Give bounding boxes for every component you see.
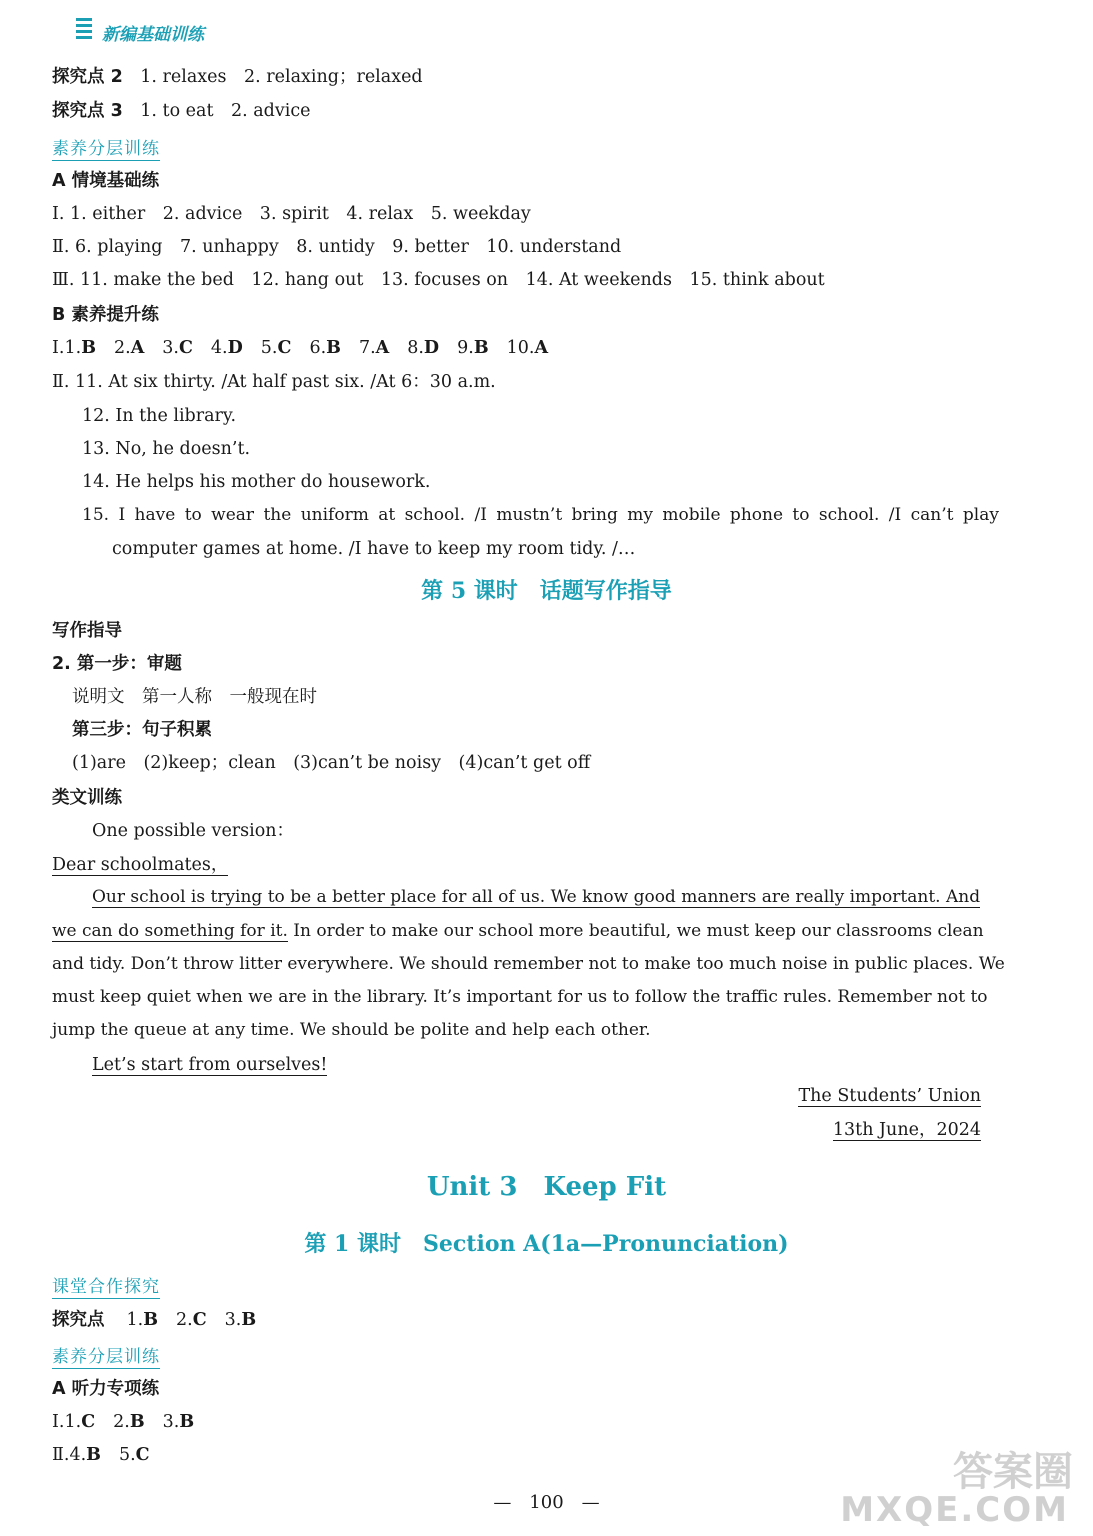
answer-letter: C [277,338,292,358]
answer-number: 5. [260,338,278,358]
answer-number: 3. [162,1412,180,1432]
answer-letter: D [423,338,440,358]
essay-line-3: and tidy. Don’t throw litter everywhere. We should remember not to make too much noise in public places. We [52,954,1005,974]
point2-row [52,66,423,88]
listening-row-2 [52,1444,150,1466]
essay-line-2-rest: In order to make our school more beautiful, we must keep our classrooms clean [287,921,984,941]
header-logo-icon [76,18,92,44]
answer-number: 10. [506,338,535,358]
essay-line-2 [52,920,984,942]
coop-label: 课堂合作探究 [52,1277,160,1297]
b2-row-14: 14. He helps his mother do housework. [82,472,431,492]
b2-row-12: 12. In the library. [82,406,237,426]
answer-number: 8. [407,338,424,358]
page-number: — 100 — [493,1492,600,1513]
header-title: 新编基础训练 [102,25,204,45]
answer-number: 3. [224,1310,242,1330]
essay-line-5: jump the queue at any time. We should be polite and help each other. [52,1020,651,1040]
answer-letter: A [130,338,145,358]
essay-line-1: Our school is trying to be a better place for all of us. We know good manners are really important. And [92,887,981,907]
unit3-lesson1-heading: 第 1 课时 Section A(1a—Pronunciation) [304,1231,789,1257]
answer-letter: B [326,338,341,358]
answer-letter: B [86,1445,101,1465]
a-title: A 情境基础练 [52,171,160,191]
answer-number: 9. [457,338,474,358]
answer-letter: C [135,1445,150,1465]
answer-number: 4. [210,338,228,358]
answer-number: 2. [176,1310,193,1330]
practice-title: 类文训练 [52,788,122,808]
b2-row-13: 13. No, he doesn’t. [82,439,251,459]
answer-letter: A [375,338,390,358]
watermark-logo: 答案圈 [953,1449,1073,1495]
b-row-1 [52,337,548,359]
answer-number: 6. [309,338,327,358]
a-row-1: Ⅰ. 1. either 2. advice 3. spirit 4. relax 5. weekday [52,204,531,224]
answer-letter: A [534,338,549,358]
answer-letter: B [129,1412,145,1432]
step3-title: 第三步：句子积累 [72,720,212,740]
step1-answer: 说明文 第一人称 一般现在时 [72,687,317,707]
letter-date: 13th June，2024 [832,1120,981,1140]
watermark-url: MXQE.COM [840,1490,1069,1530]
answer-letter: C [178,338,193,358]
layer-label: 素养分层训练 [52,1347,160,1367]
b-row-1-prefix: Ⅰ. [52,338,65,358]
answer-number: 1. [64,1412,82,1432]
answer-letter: C [81,1412,96,1432]
b2-row-15a: 15. I have to wear the uniform at school. /I mustn’t bring my mobile phone to school. /I can’t play [82,505,999,525]
essay-line-4: must keep quiet when we are in the library. It’s important for us to follow the traffic rules. Remember not to [52,987,988,1007]
step3-answer: (1)are (2)keep；clean (3)can’t be noisy (4)can’t get off [72,753,591,773]
row-prefix: Ⅱ. [52,1445,70,1465]
point3-answers: 1. to eat 2. advice [140,101,311,121]
answer-letter: C [192,1310,207,1330]
answer-number: 3. [162,338,179,358]
writing-guide-title: 写作指导 [52,621,122,641]
b-title: B 素养提升练 [52,305,159,325]
answer-number: 2. [113,338,131,358]
point3-label: 探究点 3 [52,101,123,121]
b2-row-11: Ⅱ. 11. At six thirty. /At half past six. /At 6：30 a.m. [52,372,496,392]
answer-number: 2. [113,1412,130,1432]
answer-number: 7. [358,338,376,358]
lesson5-heading: 第 5 课时 话题写作指导 [421,578,672,604]
unit3-heading: Unit 3 Keep Fit [426,1172,667,1202]
answer-letter: D [227,338,243,358]
closing-line: Let’s start from ourselves! [92,1055,328,1075]
answer-number: 1. [64,338,82,358]
answer-number: 4. [69,1445,87,1465]
answer-letter: B [81,338,96,358]
a-row-3: Ⅲ. 11. make the bed 12. hang out 13. focuses on 14. At weekends 15. think about [52,270,825,290]
signer: The Students’ Union [798,1086,981,1106]
answer-letter: B [179,1412,195,1432]
answer-number: 1. [126,1310,144,1330]
a-row-2: Ⅱ. 6. playing 7. unhappy 8. untidy 9. better 10. understand [52,237,622,257]
row-prefix: Ⅰ. [52,1412,65,1432]
point3-row [52,100,311,122]
unit3-point-label: 探究点 [52,1310,105,1330]
answer-letter: B [241,1310,257,1330]
salutation: Dear schoolmates， [52,855,229,875]
step1-title: 2. 第一步：审题 [52,654,182,674]
essay-line-2-underlined: we can do something for it. [52,921,288,941]
version-line: One possible version： [92,821,295,841]
listening-title: A 听力专项练 [52,1379,160,1399]
answer-number: 5. [118,1445,136,1465]
section-label: 素养分层训练 [52,139,160,159]
unit3-point-row [52,1309,256,1331]
listening-row-1 [52,1411,194,1433]
b2-row-15b: computer games at home. /I have to keep my room tidy. /… [112,539,636,559]
point2-label: 探究点 2 [52,67,123,87]
point2-answers: 1. relaxes 2. relaxing；relaxed [140,67,423,87]
answer-letter: B [143,1310,158,1330]
answer-letter: B [473,338,489,358]
